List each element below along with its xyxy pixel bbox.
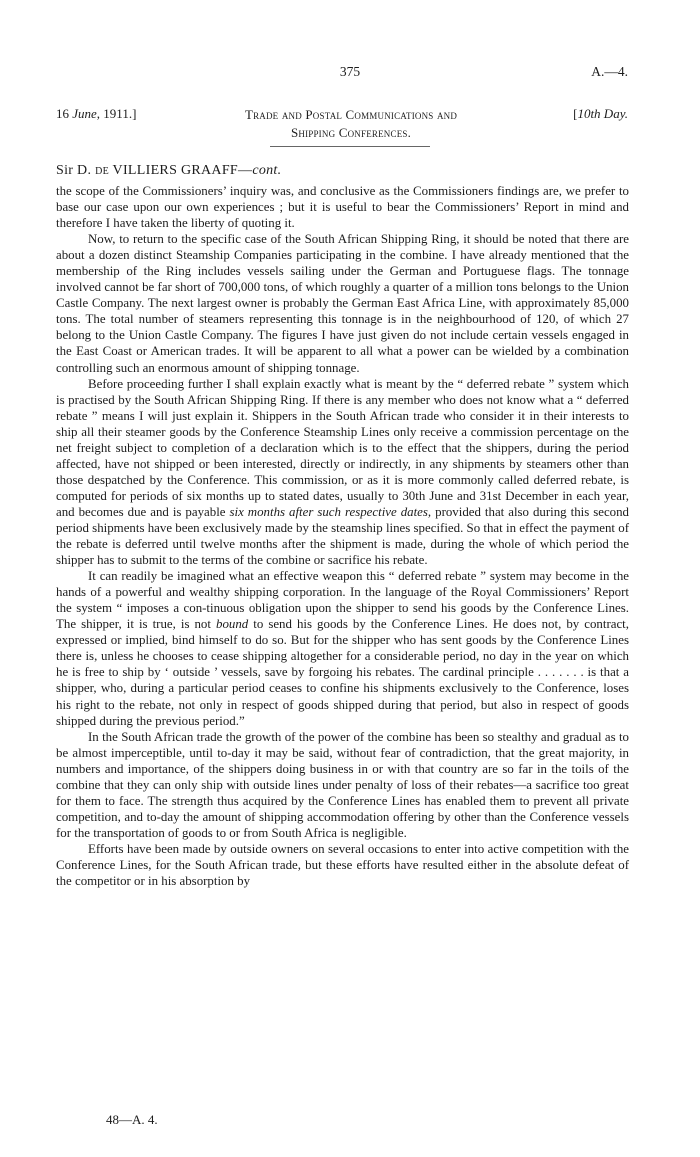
header-title-line2: Shipping Conferences. [290,125,412,140]
header-day [573,106,628,122]
date-day: 16 [56,106,69,121]
speaker-name-particle: de [95,163,109,178]
header-date [56,106,136,122]
paragraph-3 [56,376,629,569]
day-bracket: [ [573,106,578,121]
body-text [56,183,629,889]
document-reference: A.—4. [591,64,628,79]
speaker-name-pre: Sir D. [56,163,96,178]
running-header [56,106,628,142]
day-label: 10th Day. [577,106,628,121]
paragraph-3-emphasis: six months after such respective dates, [229,504,432,519]
paragraph-6: Efforts have been made by outside owners on several occasions to enter into active competition with the Conference Lines, for the South African trade, but these efforts have resulted either in the absolute defeat of the competitor or in his absorption by [56,841,629,889]
page-number: 375 [339,64,361,79]
speaker-continued: cont. [252,163,282,178]
header-divider [270,146,430,147]
speaker-heading [56,163,281,179]
paragraph-4-text-a: It can readily be imagined what an effective weapon this “ deferred rebate ” system may become in the hands of a powerful and wealthy shipping corporation. In the language of the Royal Commissioners’ Report the system “ imposes a con-tinuous obligation upon the shipper to send his goods by the Conference Lines. The shipper, it is true, is not [56,569,629,632]
paragraph-1: the scope of the Commissioners’ inquiry was, and conclusive as the Commissioners findings are, we prefer to base our case upon our own experiences ; but it is useful to bear the Commissioners’ Report in mind and therefore I have taken the liberty of quoting it. [56,184,629,231]
header-title [206,106,496,142]
paragraph-4 [56,568,629,728]
paragraph-5: In the South African trade the growth of the power of the combine has been so stealthy and gradual as to be almost imperceptible, until to-day it may be said, without fear of contradiction, that the great majority, in numbers and importance, of the shippers doing business in or with that country are so far in the toils of the combine that they can only ship with outside lines under penalty of loss of their rebates—a sacrifice too great for them to face. The strength thus acquired by the Conference Lines has enabled them to prevent all private competition, and to-day the amount of shipping accommodation offering by other than the Conference vessels for the transportation of goods to or from South Africa is negligible. [56,729,629,840]
paragraph-3-text-b: provided that also during this second period shipments have been exclusively made by the steamship lines specified. So that in effect the payment of the rebate is deferred until twelve months after the shipment is made, during the whole of which period the shipper has to submit to the terms of the combine or sacrifice his rebate. [56,504,630,568]
header-title-line1: Trade and Postal Communications and [244,107,458,122]
paragraph-4-emphasis: bound [216,617,249,632]
date-month: June [72,106,97,121]
speaker-name-post: VILLIERS GRAAFF— [109,163,253,178]
paragraph-2: Now, to return to the specific case of the South African Shipping Ring, it should be noted that there are about a dozen distinct Steamship Companies participating in the combine. I have already mentioned that the membership of the Ring includes vessels sailing under the German and Portuguese flags. The tonnage involved cannot be far short of 700,000 tons, of which roughly a quarter of a million tons belongs to the Union Castle Company. The next largest owner is probably the German East Africa Line, with approximately 85,000 tons. The total number of steamers representing this tonnage is in the neighbourhood of 120, of which 27 belong to the Union Castle Company. The figures I have just given do not include certain vessels engaged in the East Coast or American trades. It will be apparent to all what a power can be wielded by a combination controlling such an enormous amount of shipping tonnage. [56,232,629,375]
paragraph-3-text-a: Before proceeding further I shall explain exactly what is meant by the “ deferred rebate ” system which is practised by the South African Shipping Ring. If there is any member who does not know what a “ deferred rebate ” means I will just explain it. Shippers in the South African trade who consider it in their interests to ship all their steamer goods by the Conference Steamship Lines only receive a commission percentage on the net freight subject to completion of a declaration which is to the effect that the shippers, during the period affected, have not shipped or been interested, directly or indirectly, in any shipments by steamers other than those despatched by the Conference. This commission, or as it is more commonly called deferred rebate, is computed for periods of six months up to stated dates, usually to 30th June and 31st December in each year, and becomes due and is payable [56,376,629,519]
paragraph-4-text-b: to send his goods by the Conference Lines. He does not, by contract, expressed or implied, bind himself to do so. But for the shipper who has sent goods by the Conference Lines there is, unless he chooses to cease shipping altogether for a considerable period, no day in the year on which he is free to ship by ‘ outside ’ vessels, save by forgoing his rebates. The cardinal principle . . . . . . . is that a shipper, who, during a particular period ceases to confine his shipments exclusively to the Conference, loses his right to the rebate, not only in respect of goods shipped during that period, but also in respect of goods shipped during the previous period.” [56,617,629,728]
signature-mark: 48—A. 4. [106,1112,158,1127]
date-year: , 1911.] [96,106,137,121]
